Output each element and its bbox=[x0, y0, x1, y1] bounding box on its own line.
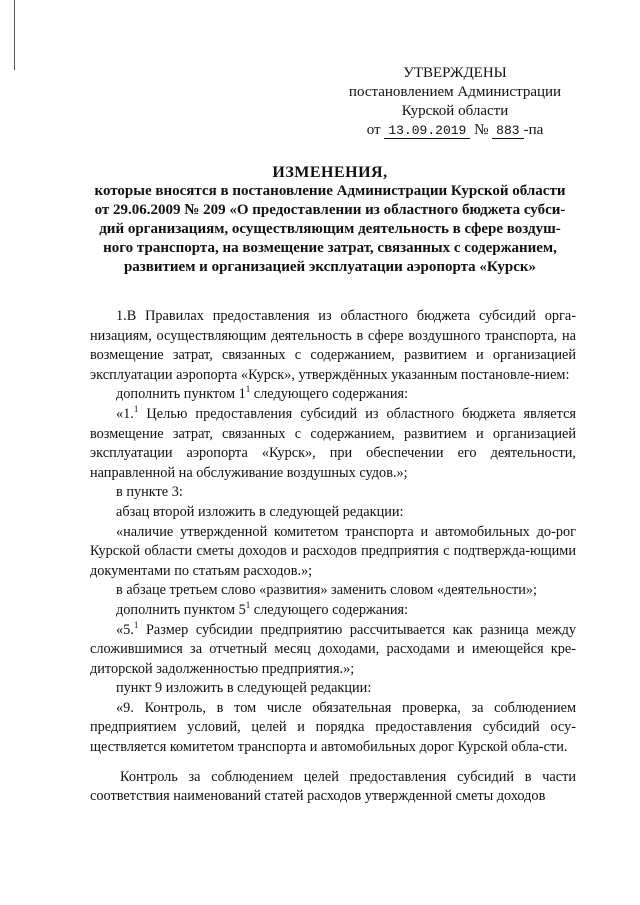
paragraph-1: 1.В Правилах предоставления из областного бюджета субсидий орга-низациям, осуществляющим деятельность в сфере воздушного транспорта, на возмещение затрат, связанных с содержанием, развитием и организацией эксплуатации аэропорта «Курск», утверждённых указанным постановле-нием: bbox=[90, 308, 576, 383]
paragraph-6: «наличие утвержденной комитетом транспорта и автомобильных до-рог Курской области сметы доходов и расходов предприятия с подтвержда-ющими документами по статьям расходов.»; bbox=[90, 523, 576, 579]
heading-line: развитием и организацией эксплуатации аэропорта «Курск» bbox=[123, 259, 537, 275]
paragraph-9: «5.$^1$ Размер субсидии предприятию рассчитывается как разница между сложившимися за отчетный месяц доходами, расходами и имеющейся кре-диторской задолженностью предприятия.»; bbox=[90, 619, 576, 677]
heading-line: от 29.06.2009 № 209 «О предоставлении из областного бюджета субси- bbox=[94, 202, 566, 218]
approval-number: 883 bbox=[492, 123, 523, 139]
heading-line: ного транспорта, на возмещение затрат, связанных с содержанием, bbox=[103, 240, 557, 256]
paragraph-3: «1.$^1$ Целью предоставления субсидий из областного бюджета является возмещение затрат, связанных с содержанием, развитием и организацией эксплуатации аэропорта «Курск», при обеспечении его деятельности, направленной на обслуживание воздушных судов.»; bbox=[90, 404, 576, 481]
paragraph-7: в абзаце третьем слово «развития» заменить словом «деятельности»; bbox=[116, 582, 537, 599]
heading-title: ИЗМЕНЕНИЯ, bbox=[272, 164, 388, 181]
paragraph-11: «9. Контроль, в том числе обязательная проверка, за соблюдением предприятием условий, целей и порядка предоставления субсидий осу-ществляется комитетом транспорта и автомобильных дорог Курской обла-сти. bbox=[90, 699, 576, 756]
approval-date: 13.09.2019 bbox=[384, 123, 470, 139]
paragraph-4: в пункте 3: bbox=[116, 484, 183, 501]
approval-date-number bbox=[330, 121, 580, 140]
document-heading bbox=[80, 163, 580, 277]
document-body bbox=[90, 307, 576, 807]
approval-title: УТВЕРЖДЕНЫ bbox=[403, 65, 507, 81]
approval-line-1: постановлением Администрации bbox=[348, 84, 562, 100]
paragraph-10: пункт 9 изложить в следующей редакции: bbox=[116, 680, 372, 697]
date-prefix: от bbox=[366, 122, 381, 138]
number-suffix: -па bbox=[523, 122, 544, 138]
paragraph-5: абзац второй изложить в следующей редакции: bbox=[116, 503, 404, 520]
paragraph-8: дополнить пунктом $5^1$ следующего содержания: bbox=[116, 600, 409, 618]
approval-stamp bbox=[330, 64, 580, 140]
heading-line: которые вносятся в постановление Администрации Курской области bbox=[94, 183, 566, 199]
paragraph-2: дополнить пунктом $1^1$ следующего содержания: bbox=[116, 384, 409, 403]
number-prefix: № bbox=[474, 122, 489, 138]
margin-line bbox=[14, 0, 15, 70]
paragraph-12: Контроль за соблюдением целей предоставления субсидий в части соответствия наименований статей расходов утвержденной сметы доходов bbox=[90, 768, 576, 805]
heading-line: дий организациям, осуществляющим деятельность в сфере воздуш- bbox=[99, 221, 561, 237]
approval-line-2: Курской области bbox=[401, 103, 509, 119]
